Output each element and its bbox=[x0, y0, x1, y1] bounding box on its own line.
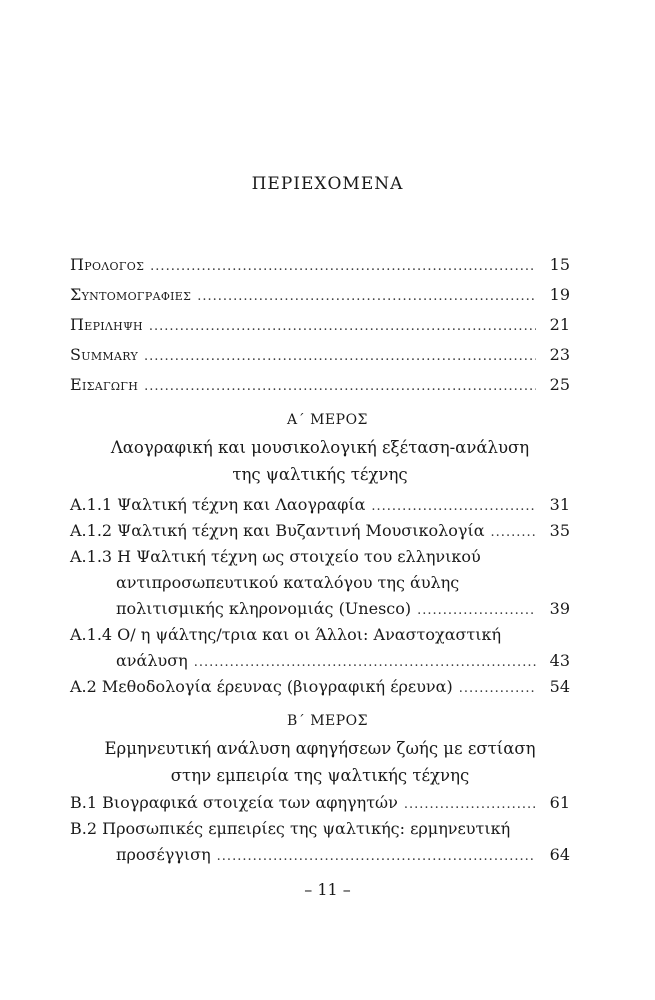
toc-entry-a2[interactable] bbox=[70, 676, 570, 700]
dot-leader bbox=[197, 286, 536, 308]
toc-entry-abstract-el[interactable] bbox=[70, 314, 570, 338]
part-b-title-line2: στην εμπειρία της ψαλτικής τέχνης bbox=[170, 766, 470, 785]
toc-page-number: 64 bbox=[549, 845, 570, 864]
toc-entry-a13-line3[interactable] bbox=[116, 598, 570, 622]
dot-leader bbox=[217, 846, 536, 868]
toc-entry-label: Α.1.1 Ψαλτική τέχνη και Λαογραφία bbox=[70, 495, 366, 514]
toc-entry-label: Περιληψη bbox=[70, 315, 143, 334]
part-a-title-line1: Λαογραφική και μουσικολογική εξέταση-ανάλυση bbox=[110, 438, 530, 457]
toc-entry-label: Εισαγωγη bbox=[70, 375, 139, 394]
dot-leader bbox=[144, 346, 536, 368]
page-number: – 11 – bbox=[304, 880, 351, 899]
toc-entry-b2-line1[interactable] bbox=[70, 818, 570, 840]
dot-leader bbox=[144, 376, 536, 398]
toc-entry-label: Α.1.3 Η Ψαλτική τέχνη ως στοιχείο του ελληνικού bbox=[70, 547, 481, 566]
toc-page-number: 61 bbox=[549, 793, 570, 812]
dot-leader bbox=[459, 678, 536, 700]
part-a-label: Α΄ ΜΕΡΟΣ bbox=[287, 412, 368, 428]
toc-page-number: 15 bbox=[549, 255, 570, 274]
toc-entry-label: προσέγγιση bbox=[116, 845, 211, 864]
toc-entry-label: Β.2 Προσωπικές εμπειρίες της ψαλτικής: ερμηνευτική bbox=[70, 819, 511, 838]
toc-entry-b1[interactable] bbox=[70, 792, 570, 816]
toc-page-number: 35 bbox=[549, 521, 570, 540]
part-b-label: Β΄ ΜΕΡΟΣ bbox=[286, 713, 369, 729]
toc-page-number: 31 bbox=[549, 495, 570, 514]
toc-entry-a14-line2[interactable] bbox=[116, 650, 570, 674]
toc-entry-a13-line1[interactable] bbox=[70, 546, 570, 568]
toc-entry-prologue[interactable] bbox=[70, 254, 570, 278]
toc-entry-label: Α.1.4 Ο/ η ψάλτης/τρια και οι Άλλοι: Αναστοχαστική bbox=[70, 625, 502, 644]
toc-entry-a12[interactable] bbox=[70, 520, 570, 544]
dot-leader bbox=[417, 600, 536, 622]
toc-page-number: 25 bbox=[549, 375, 570, 394]
dot-leader bbox=[491, 522, 536, 544]
part-b-title-line1: Ερμηνευτική ανάλυση αφηγήσεων ζωής με εστίαση bbox=[104, 739, 536, 758]
toc-page-number: 54 bbox=[549, 677, 570, 696]
toc-page-number: 23 bbox=[549, 345, 570, 364]
toc-entry-introduction[interactable] bbox=[70, 374, 570, 398]
toc-entry-a14-line1[interactable] bbox=[70, 624, 570, 646]
toc-entry-label: Β.1 Βιογραφικά στοιχεία των αφηγητών bbox=[70, 793, 398, 812]
dot-leader bbox=[149, 316, 536, 338]
toc-entry-a11[interactable] bbox=[70, 494, 570, 518]
toc-entry-b2-line2[interactable] bbox=[116, 844, 570, 868]
page-title: ΠΕΡΙΕΧΟΜΕΝΑ bbox=[251, 174, 404, 194]
toc-entry-summary[interactable] bbox=[70, 344, 570, 368]
dot-leader bbox=[150, 256, 536, 278]
part-a-title-line2: της ψαλτικής τέχνης bbox=[232, 465, 408, 484]
toc-entry-label: Συντομογραφιες bbox=[70, 285, 192, 304]
dot-leader bbox=[194, 652, 536, 674]
toc-entry-a13-line2: αντιπροσωπευτικού καταλόγου της άυλης bbox=[116, 573, 460, 592]
toc-entry-label: Α.1.2 Ψαλτική τέχνη και Βυζαντινή Μουσικολογία bbox=[70, 521, 485, 540]
toc-page-number: 21 bbox=[549, 315, 570, 334]
toc-entry-abbreviations[interactable] bbox=[70, 284, 570, 308]
toc-page-number: 19 bbox=[549, 285, 570, 304]
toc-entry-label: Προλογος bbox=[70, 255, 145, 274]
toc-page-number: 39 bbox=[549, 599, 570, 618]
toc-page-number: 43 bbox=[549, 651, 570, 670]
toc-entry-label: Summary bbox=[70, 345, 139, 364]
toc-entry-label: ανάλυση bbox=[116, 651, 188, 670]
toc-entry-label: πολιτισμικής κληρονομιάς (Unesco) bbox=[116, 599, 412, 618]
toc-entry-label: Α.2 Μεθοδολογία έρευνας (βιογραφική έρευνα) bbox=[70, 677, 453, 696]
dot-leader bbox=[371, 496, 536, 518]
dot-leader bbox=[404, 794, 536, 816]
